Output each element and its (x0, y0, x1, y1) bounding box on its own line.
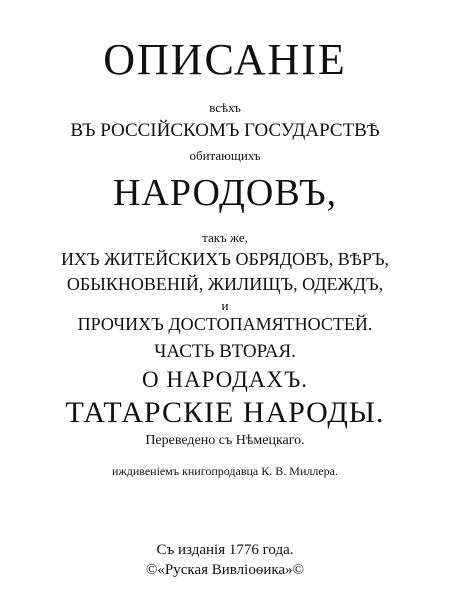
subtitle-line-obitayushchih: обитающихъ (189, 148, 261, 163)
subtitle-line-and: и (221, 298, 229, 313)
edition-note: Съ изданія 1776 года. (156, 542, 294, 558)
subtitle-line-state: ВЪ РОССІЙСКОМЪ ГОСУДАРСТВѢ (70, 120, 380, 141)
subtitle-line-narodov: НАРОДОВЪ, (112, 172, 338, 214)
section-heading: О НАРОДАХЪ. (141, 367, 308, 392)
subtitle-line-vseh: всѣхъ (209, 100, 241, 115)
part-heading: ЧАСТЬ ВТОРАЯ. (154, 341, 296, 362)
book-title: ОПИСАНІЕ (103, 35, 347, 84)
subtitle-line-takzhe: такъ же, (202, 230, 248, 245)
publisher-note: иждивеніемъ книгопродавца К. В. Миллера. (112, 464, 338, 478)
copyright-note: ©«Руская Вивліоѳика»© (146, 562, 304, 578)
subtitle-line-customs: ИХЪ ЖИТЕЙСКИХЪ ОБРЯДОВЪ, ВѢРЪ, (60, 249, 390, 269)
volume-heading: ТАТАРСКІЕ НАРОДЫ. (65, 396, 385, 429)
subtitle-line-sights: ПРОЧИХЪ ДОСТОПАМЯТНОСТЕЙ. (77, 314, 373, 334)
translation-note: Переведено съ Нѣмецкаго. (145, 433, 305, 448)
subtitle-line-habits: ОБЫКНОВЕНІЙ, ЖИЛИЩЪ, ОДЕЖДЪ, (66, 274, 384, 294)
